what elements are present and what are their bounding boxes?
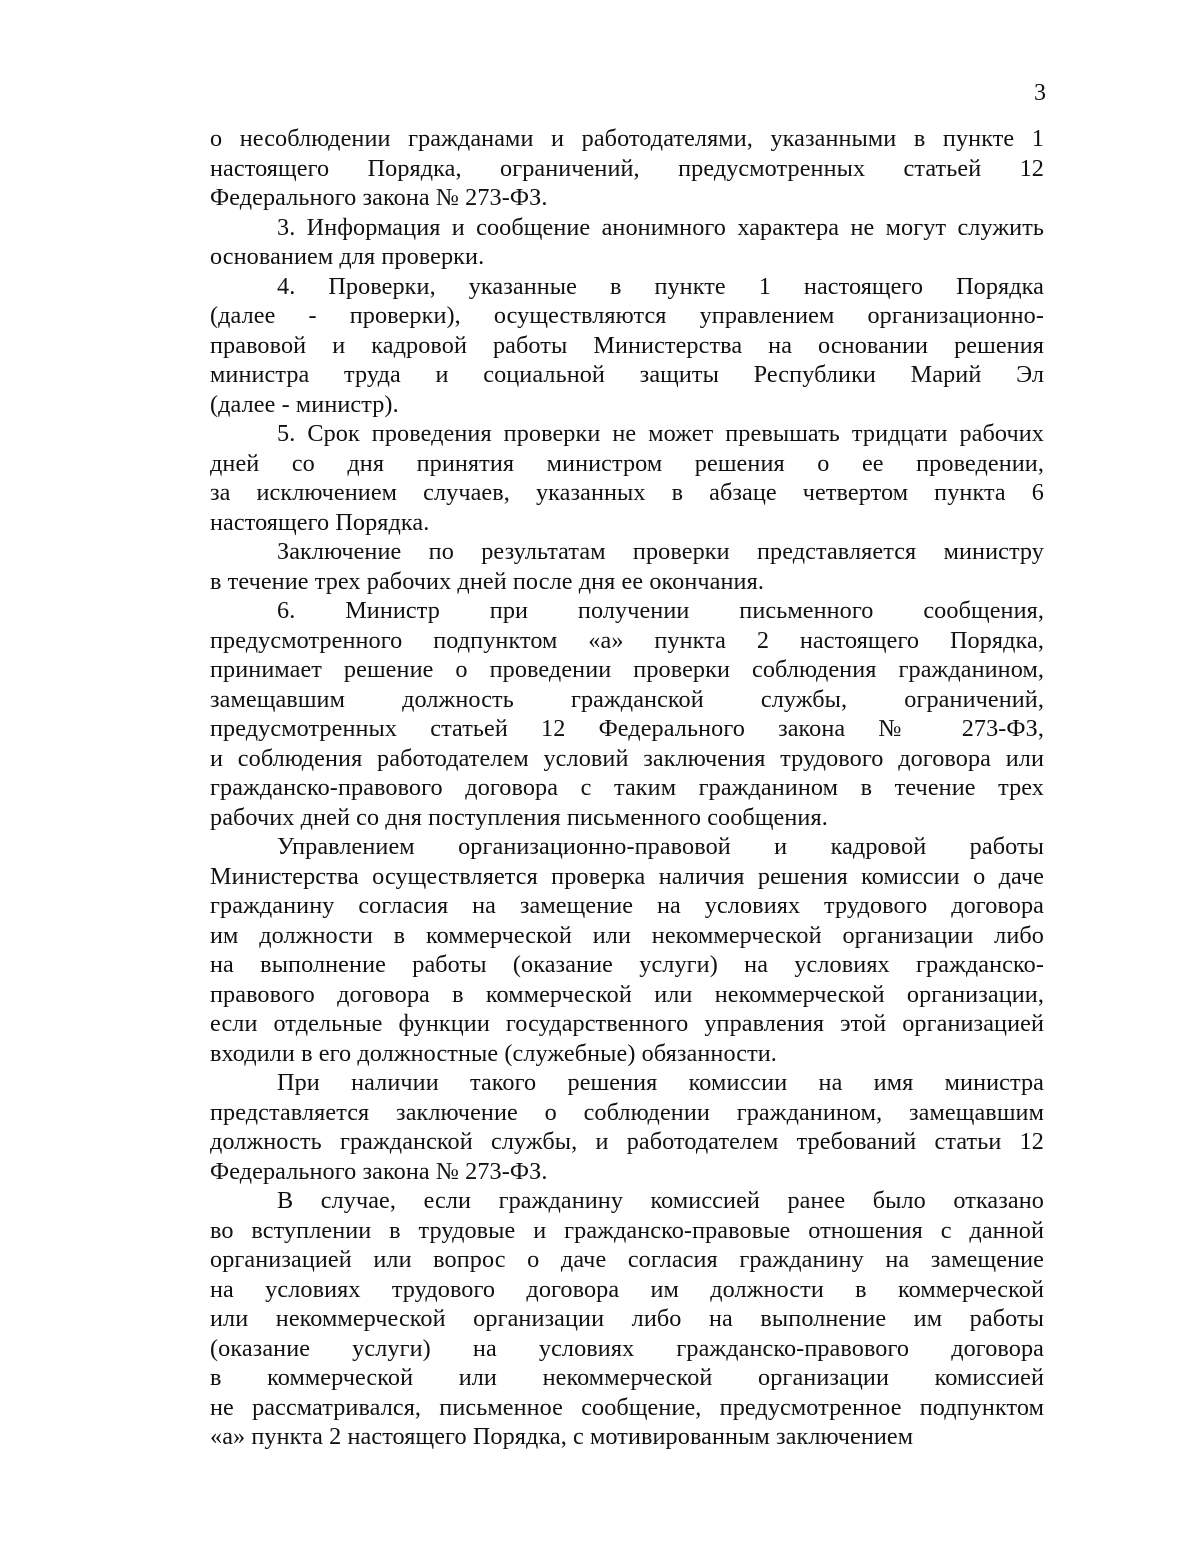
text-line: (далее - проверки), осуществляются управлением организационно- xyxy=(210,302,1044,329)
text-line: Управлением организационно-правовой и кадровой работы xyxy=(277,833,1044,860)
text-line: (далее - министр). xyxy=(210,390,399,418)
paragraph xyxy=(210,1068,1044,1186)
text-line: представляется заключение о соблюдении гражданином, замещавшим xyxy=(210,1098,1044,1126)
text-line: Федерального закона № 273-ФЗ. xyxy=(210,184,548,211)
text-line: о несоблюдении гражданами и работодателями, указанными в пункте 1 xyxy=(210,125,1044,152)
text-line: предусмотренных статьей 12 Федерального закона № 273-ФЗ, xyxy=(210,715,1044,742)
text-line: принимает решение о проведении проверки соблюдения гражданином, xyxy=(210,656,1044,683)
paragraph xyxy=(210,537,1044,596)
paragraph xyxy=(210,272,1044,420)
text-line: правовой и кадровой работы Министерства на основании решения xyxy=(210,331,1044,359)
text-line: правового договора в коммерческой или некоммерческой организации, xyxy=(210,980,1044,1008)
text-line: настоящего Порядка. xyxy=(210,508,430,536)
paragraph xyxy=(210,1186,1044,1452)
text-line: должность гражданской службы, и работодателем требований статьи 12 xyxy=(210,1128,1044,1155)
text-line: на условиях трудового договора им должности в коммерческой xyxy=(210,1275,1044,1303)
text-line: При наличии такого решения комиссии на имя министра xyxy=(277,1069,1044,1096)
text-line: гражданину согласия на замещение на условиях трудового договора xyxy=(210,892,1044,919)
text-line: Заключение по результатам проверки представляется министру xyxy=(277,538,1044,565)
text-line: или некоммерческой организации либо на выполнение им работы xyxy=(210,1305,1044,1332)
paragraph xyxy=(210,832,1044,1068)
text-line: основанием для проверки. xyxy=(210,243,485,270)
text-line: если отдельные функции государственного управления этой организацией xyxy=(210,1010,1044,1037)
text-line: министра труда и социальной защиты Республики Марий Эл xyxy=(210,361,1044,388)
text-line: Федерального закона № 273-ФЗ. xyxy=(210,1157,548,1185)
text-line: в коммерческой или некоммерческой организации комиссией xyxy=(210,1364,1044,1391)
text-line: им должности в коммерческой или некоммерческой организации либо xyxy=(210,921,1044,949)
paragraph xyxy=(210,124,1044,213)
text-line: «а» пункта 2 настоящего Порядка, с мотивированным заключением xyxy=(210,1423,914,1450)
text-line: Министерства осуществляется проверка наличия решения комиссии о даче xyxy=(210,862,1044,890)
paragraph xyxy=(210,213,1044,272)
text-line: за исключением случаев, указанных в абзаце четвертом пункта 6 xyxy=(210,479,1044,506)
paragraph xyxy=(210,419,1044,537)
text-line: в течение трех рабочих дней после дня ее окончания. xyxy=(210,567,764,595)
text-line: замещавшим должность гражданской службы, ограничений, xyxy=(210,685,1044,713)
text-line: и соблюдения работодателем условий заключения трудового договора или xyxy=(210,744,1044,772)
text-line: на выполнение работы (оказание услуги) на условиях гражданско- xyxy=(210,951,1044,978)
text-line: не рассматривался, письменное сообщение, предусмотренное подпунктом xyxy=(210,1393,1044,1421)
text-line: 6. Министр при получении письменного сообщения, xyxy=(277,597,1044,624)
text-line: рабочих дней со дня поступления письменного сообщения. xyxy=(210,803,828,831)
text-line: 3. Информация и сообщение анонимного характера не могут служить xyxy=(277,213,1044,241)
text-line: 5. Срок проведения проверки не может превышать тридцати рабочих xyxy=(277,420,1044,447)
text-line: настоящего Порядка, ограничений, предусмотренных статьей 12 xyxy=(210,154,1044,182)
text-line: предусмотренного подпунктом «а» пункта 2 настоящего Порядка, xyxy=(210,626,1044,654)
text-line: во вступлении в трудовые и гражданско-правовые отношения с данной xyxy=(210,1216,1044,1244)
text-line: организацией или вопрос о даче согласия гражданину на замещение xyxy=(210,1246,1044,1273)
document-body xyxy=(210,124,1044,1452)
text-line: В случае, если гражданину комиссией ранее было отказано xyxy=(277,1187,1044,1214)
text-line: дней со дня принятия министром решения о ее проведении, xyxy=(210,449,1044,477)
text-line: входили в его должностные (служебные) обязанности. xyxy=(210,1039,777,1067)
text-line: (оказание услуги) на условиях гражданско-правового договора xyxy=(210,1334,1044,1362)
text-line: гражданско-правового договора с таким гражданином в течение трех xyxy=(210,774,1044,801)
text-line: 4. Проверки, указанные в пункте 1 настоящего Порядка xyxy=(277,272,1044,300)
paragraph xyxy=(210,596,1044,832)
page-number: 3 xyxy=(1034,80,1046,106)
